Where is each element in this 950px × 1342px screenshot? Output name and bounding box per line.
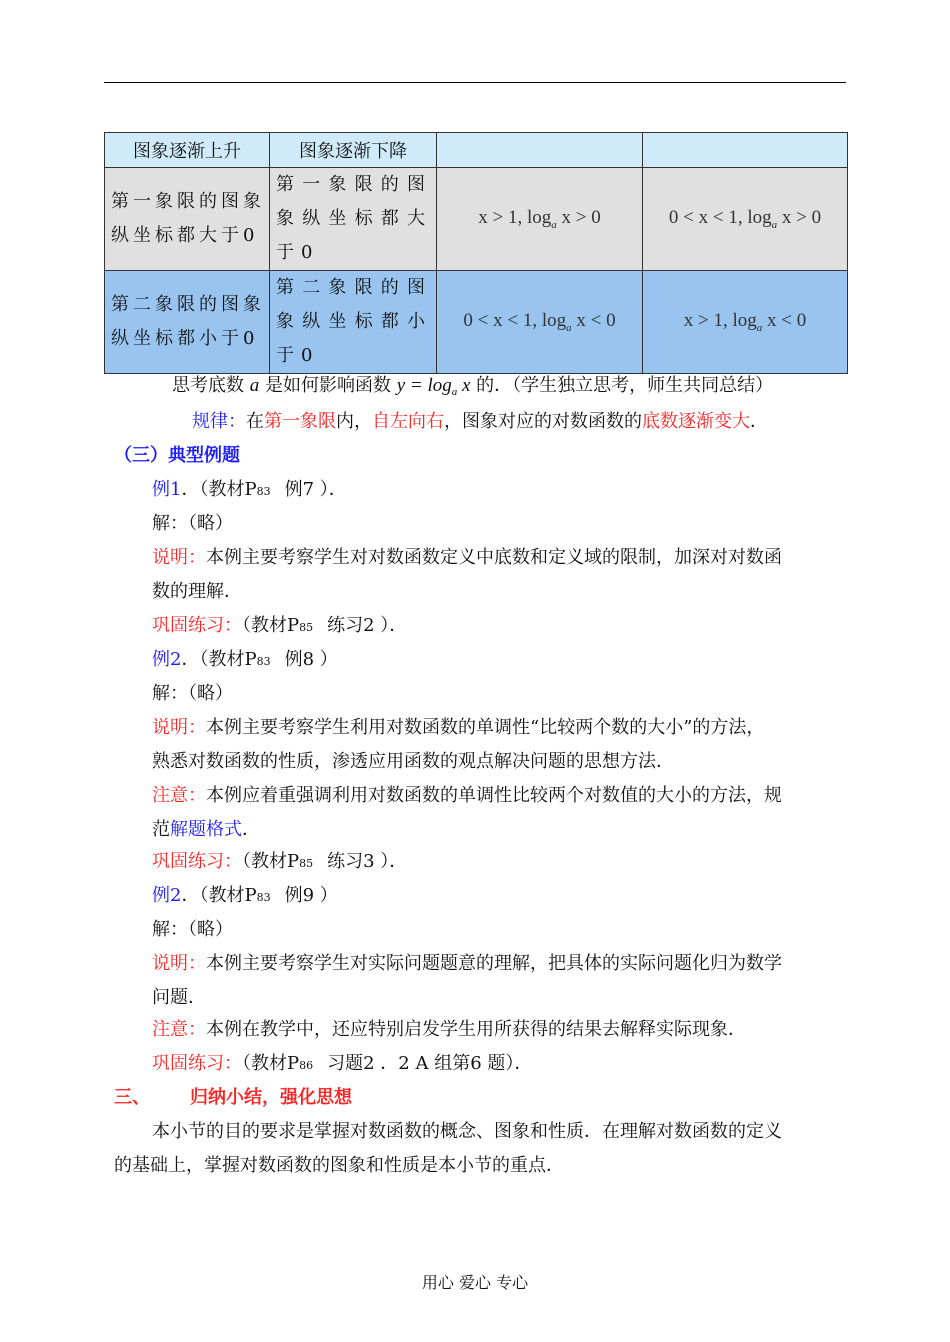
practice-2: 巩固练习：（教材P85 练习3 ）．	[152, 851, 408, 872]
row1-col3-formula: x > 1, $\log_a x > 0$	[437, 168, 643, 271]
header-rule	[104, 82, 846, 83]
solution-1: 解：（略）	[152, 513, 233, 534]
summary-line2: 的基础上，掌握对数函数的图象和性质是本小节的重点．	[114, 1155, 564, 1176]
table-header-row	[105, 133, 848, 168]
note-1-line1: 说明：本例主要考察学生对对数函数定义中底数和定义域的限制，加深对对数函	[152, 547, 782, 568]
attention-3: 注意：本例在教学中，还应特别启发学生用所获得的结果去解释实际现象．	[152, 1019, 746, 1040]
summary-line1: 本小节的目的要求是掌握对数函数的概念、图象和性质．在理解对数函数的定义	[152, 1121, 782, 1142]
header-cell-falling: 图象逐渐下降	[270, 133, 437, 168]
solution-2: 解：（略）	[152, 683, 233, 704]
example-2: 例2．（教材P83 例8 ）	[152, 649, 338, 670]
note-3-line1: 说明：本例主要考察学生对实际问题题意的理解，把具体的实际问题化归为数学	[152, 953, 782, 974]
row2-col3-formula: 0 < x < 1, $\log_a x < 0$	[437, 271, 643, 374]
table-row	[105, 271, 848, 374]
note-1-line2: 数的理解．	[152, 581, 242, 602]
row2-col2-text: 第二象限的图象纵坐标都小于0	[276, 277, 432, 366]
part-3-heading: 三、 归纳小结，强化思想	[114, 1087, 352, 1108]
attention-2-line1: 注意：本例应着重强调利用对数函数的单调性比较两个对数值的大小的方法，规	[152, 785, 782, 806]
note-3-line2: 问题．	[152, 987, 206, 1008]
row1-col4-formula: 0 < x < 1, $\log_a x > 0$	[643, 168, 848, 271]
table-row	[105, 168, 848, 271]
header-cell-empty-2	[643, 133, 848, 168]
note-2-line1: 说明：本例主要考察学生利用对数函数的单调性“比较两个数的大小”的方法，	[152, 717, 765, 738]
row2-col4-formula: x > 1, $\log_a x < 0$	[643, 271, 848, 374]
rule-statement: 规律：在第一象限内，自左向右，图象对应的对数函数的底数逐渐变大．	[192, 411, 768, 432]
header-cell-empty-1	[437, 133, 643, 168]
example-1: 例1．（教材P83 例7 ）．	[152, 479, 347, 500]
section-title-examples: （三）典型例题	[114, 445, 240, 466]
properties-table	[104, 132, 848, 374]
practice-3: 巩固练习：（教材P86 习题2 ．2 A 组第6 题）．	[152, 1053, 533, 1074]
row1-col2-text: 第一象限的图象纵坐标都大于0	[276, 174, 432, 263]
example-3: 例2．（教材P83 例9 ）	[152, 885, 338, 906]
row2-col1-text: 第二象限的图象纵坐标都小于0	[111, 294, 265, 349]
practice-1: 巩固练习：（教材P85 练习2 ）．	[152, 615, 408, 636]
page-footer: 用心 爱心 专心	[421, 1273, 529, 1292]
think-question: 思考底数 a 是如何影响函数 $y = \log_a x$ 的．（学生独立思考，师生共同总结）	[172, 375, 774, 398]
solution-3: 解：（略）	[152, 919, 233, 940]
header-cell-rising: 图象逐渐上升	[105, 133, 270, 168]
row1-col1-text: 第一象限的图象纵坐标都大于0	[111, 191, 265, 246]
attention-2-line2: 范解题格式．	[152, 819, 260, 840]
note-2-line2: 熟悉对数函数的性质，渗透应用函数的观点解决问题的思想方法．	[152, 751, 674, 772]
